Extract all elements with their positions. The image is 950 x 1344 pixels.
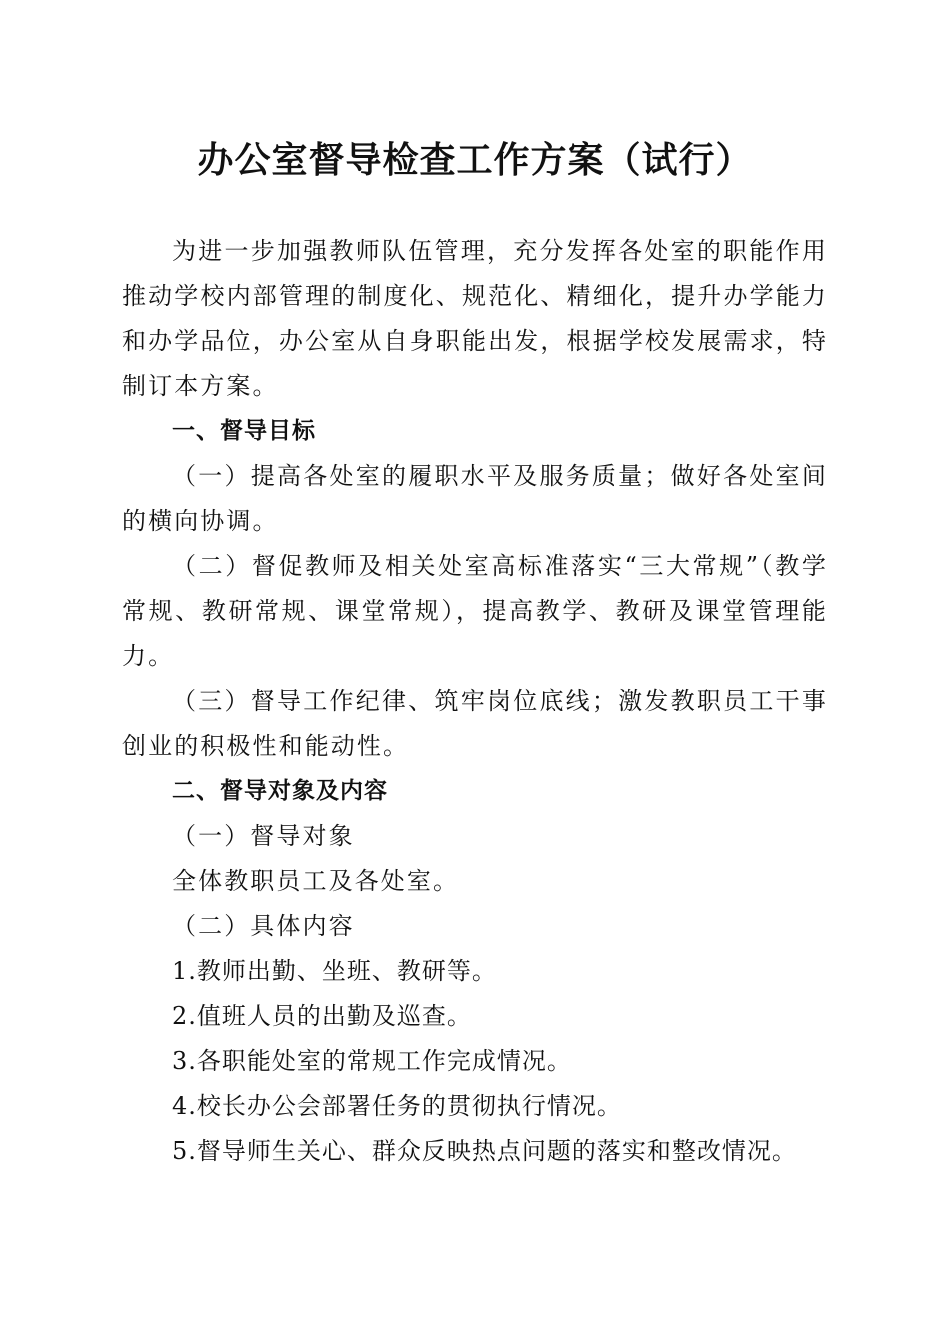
- document-body: [122, 229, 828, 1174]
- subsection-title: （二）具体内容: [172, 912, 355, 940]
- subsection-text: 全体教职员工及各处室。: [172, 867, 460, 895]
- intro-paragraph: 为进一步加强教师队伍管理，充分发挥各处室的职能作用推动学校内部管理的制度化、规范化、精细化，提升办学能力和办学品位，办公室从自身职能出发，根据学校发展需求，特制订本方案。: [122, 237, 828, 400]
- content-list-item: 2.值班人员的出勤及巡查。: [172, 1002, 472, 1030]
- content-list-item: 1.教师出勤、坐班、教研等。: [172, 957, 497, 985]
- goal-item: （三）督导工作纪律、筑牢岗位底线；激发教职员工干事创业的积极性和能动性。: [122, 687, 828, 760]
- subsection-title: （一）督导对象: [172, 822, 355, 850]
- document-title: 办公室督导检查工作方案（试行）: [197, 139, 753, 181]
- goal-item: （二）督促教师及相关处室高标准落实“三大常规”（教学常规、教研常规、课堂常规），提高教学、教研及课堂管理能力。: [122, 552, 828, 670]
- section-heading-goals: 一、督导目标: [172, 418, 316, 444]
- goal-item: （一）提高各处室的履职水平及服务质量；做好各处室间的横向协调。: [122, 462, 828, 535]
- section-heading-targets: 二、督导对象及内容: [172, 778, 388, 804]
- content-list-item: 5.督导师生关心、群众反映热点问题的落实和整改情况。: [172, 1137, 797, 1165]
- content-list-item: 4.校长办公会部署任务的贯彻执行情况。: [172, 1092, 622, 1120]
- content-list-item: 3.各职能处室的常规工作完成情况。: [172, 1047, 572, 1075]
